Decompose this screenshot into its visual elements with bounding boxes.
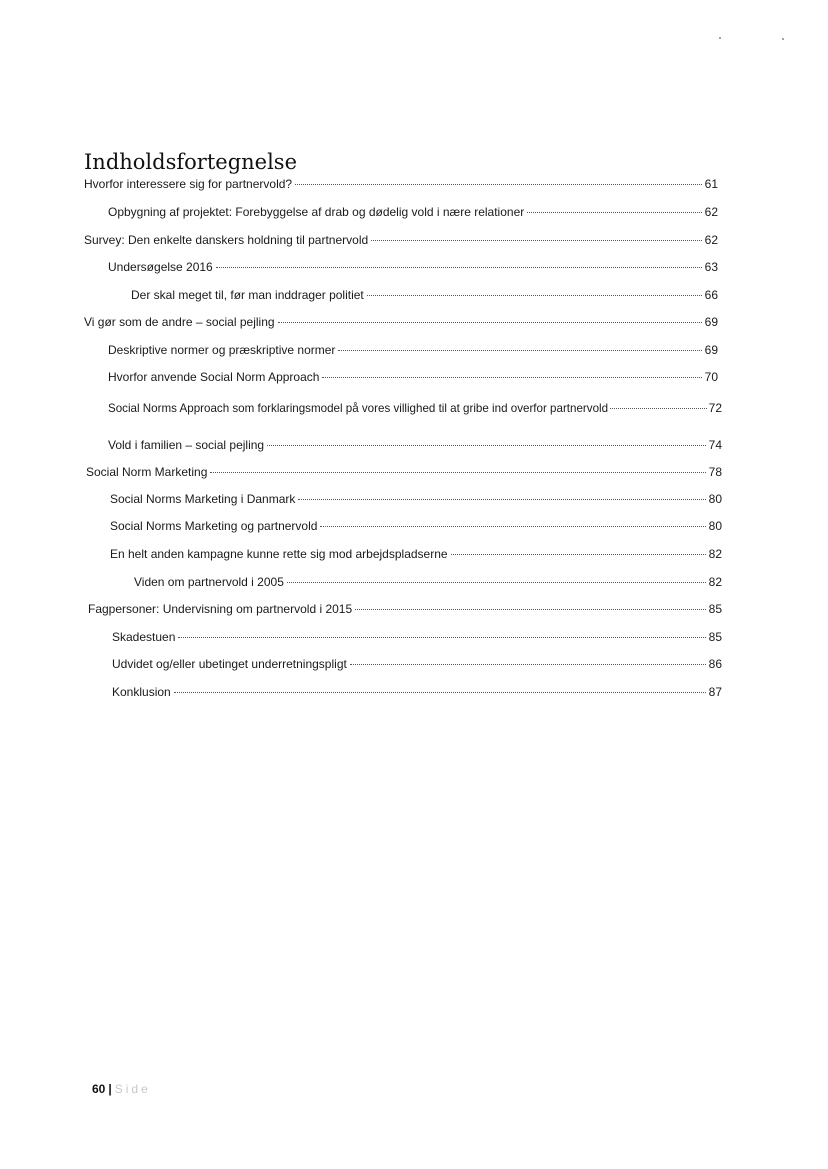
- toc-entry-text: Udvidet og/eller ubetinget underretningspligt: [112, 657, 347, 671]
- scan-speck: [719, 37, 721, 39]
- toc-entry-level2[interactable]: [112, 656, 722, 672]
- toc-entry-text: Fagpersoner: Undervisning om partnervold i 2015: [88, 602, 353, 616]
- toc-dot-leader: [355, 609, 705, 610]
- toc-entry-page: 69: [704, 315, 718, 329]
- toc-dot-leader: [320, 526, 705, 527]
- toc-entry-page: 61: [704, 177, 718, 191]
- toc-entry-level2[interactable]: [108, 204, 718, 220]
- toc-dot-leader: [367, 295, 702, 296]
- toc-entry-text: Deskriptive normer og præskriptive normer: [108, 343, 336, 357]
- toc-dot-leader: [287, 582, 706, 583]
- toc-entry-level2[interactable]: [108, 259, 718, 275]
- toc-entry-level1[interactable]: [88, 601, 722, 617]
- toc-entry-level2[interactable]: [108, 342, 718, 358]
- toc-entry-text: Social Norms Approach som forklaringsmodel på vores villighed til at gribe ind overfor partnervold: [108, 402, 609, 415]
- toc-entry-level1[interactable]: [86, 464, 722, 480]
- toc-title: Indholdsfortegnelse: [84, 150, 298, 174]
- toc-entry-level2[interactable]: [108, 400, 722, 417]
- toc-entry-text: Survey: Den enkelte danskers holdning til partnervold: [84, 233, 369, 247]
- toc-entry-level1[interactable]: [84, 314, 718, 330]
- toc-entry-text: Vold i familien – social pejling: [108, 438, 265, 452]
- toc-entry-text: En helt anden kampagne kunne rette sig mod arbejdspladserne: [110, 547, 448, 561]
- toc-entry-text: Hvorfor interessere sig for partnervold?: [84, 177, 293, 191]
- toc-entry-page: 66: [704, 288, 718, 302]
- toc-entry-page: 80: [708, 519, 722, 533]
- toc-entry-text: Social Norms Marketing og partnervold: [110, 519, 318, 533]
- toc-dot-leader: [527, 212, 701, 213]
- toc-entry-page: 69: [704, 343, 718, 357]
- toc-entry-level2[interactable]: [110, 546, 722, 562]
- toc-dot-leader: [178, 637, 705, 638]
- scan-speck: [782, 38, 784, 40]
- toc-entry-level3[interactable]: [131, 287, 718, 303]
- toc-entry-level1[interactable]: [84, 232, 718, 248]
- toc-entry-text: Vi gør som de andre – social pejling: [84, 315, 275, 329]
- toc-entry-page: 62: [704, 205, 718, 219]
- toc-entry-page: 74: [708, 438, 722, 452]
- toc-entry-text: Undersøgelse 2016: [108, 260, 213, 274]
- toc-dot-leader: [267, 445, 706, 446]
- toc-dot-leader: [451, 554, 706, 555]
- toc-entry-text: Social Norms Marketing i Danmark: [110, 492, 296, 506]
- toc-entry-text: Hvorfor anvende Social Norm Approach: [108, 370, 320, 384]
- toc-entry-page: 72: [708, 401, 722, 415]
- toc-dot-leader: [371, 240, 701, 241]
- toc-entry-page: 85: [708, 630, 722, 644]
- toc-dot-leader: [174, 692, 706, 693]
- toc-dot-leader: [210, 472, 705, 473]
- toc-entry-page: 78: [708, 465, 722, 479]
- toc-dot-leader: [216, 267, 702, 268]
- toc-dot-leader: [338, 350, 701, 351]
- toc-entry-text: Opbygning af projektet: Forebyggelse af drab og dødelig vold i nære relationer: [108, 205, 525, 219]
- toc-entry-level1[interactable]: [84, 176, 718, 192]
- toc-entry-level2[interactable]: [110, 491, 722, 507]
- footer-label: Side: [114, 1082, 151, 1096]
- toc-entry-text: Der skal meget til, før man inddrager politiet: [131, 288, 364, 302]
- toc-dot-leader: [278, 322, 702, 323]
- toc-entry-level2[interactable]: [108, 369, 718, 385]
- footer-separator: |: [108, 1082, 112, 1096]
- toc-entry-page: 82: [708, 575, 722, 589]
- toc-entry-page: 87: [708, 685, 722, 699]
- toc-entry-page: 62: [704, 233, 718, 247]
- toc-entry-text: Skadestuen: [112, 630, 176, 644]
- toc-entry-text: Viden om partnervold i 2005: [134, 575, 284, 589]
- footer-page-number: 60: [92, 1082, 106, 1096]
- toc-entry-level2[interactable]: [112, 629, 722, 645]
- toc-dot-leader: [295, 184, 702, 185]
- toc-entry-text: Social Norm Marketing: [86, 465, 208, 479]
- toc-dot-leader: [350, 664, 706, 665]
- toc-entry-page: 82: [708, 547, 722, 561]
- toc-entry-page: 80: [708, 492, 722, 506]
- toc-entry-level2[interactable]: [108, 437, 722, 453]
- page-footer: [92, 1082, 151, 1096]
- toc-dot-leader: [298, 499, 705, 500]
- toc-entry-text: Konklusion: [112, 685, 171, 699]
- toc-entry-page: 85: [708, 602, 722, 616]
- toc-entry-level2[interactable]: [112, 684, 722, 700]
- toc-entry-page: 63: [704, 260, 718, 274]
- toc-dot-leader: [610, 408, 707, 409]
- toc-entry-level2[interactable]: [110, 518, 722, 534]
- toc-entry-level3[interactable]: [134, 574, 722, 590]
- toc-entry-page: 86: [708, 657, 722, 671]
- toc-entry-page: 70: [704, 370, 718, 384]
- toc-dot-leader: [322, 377, 701, 378]
